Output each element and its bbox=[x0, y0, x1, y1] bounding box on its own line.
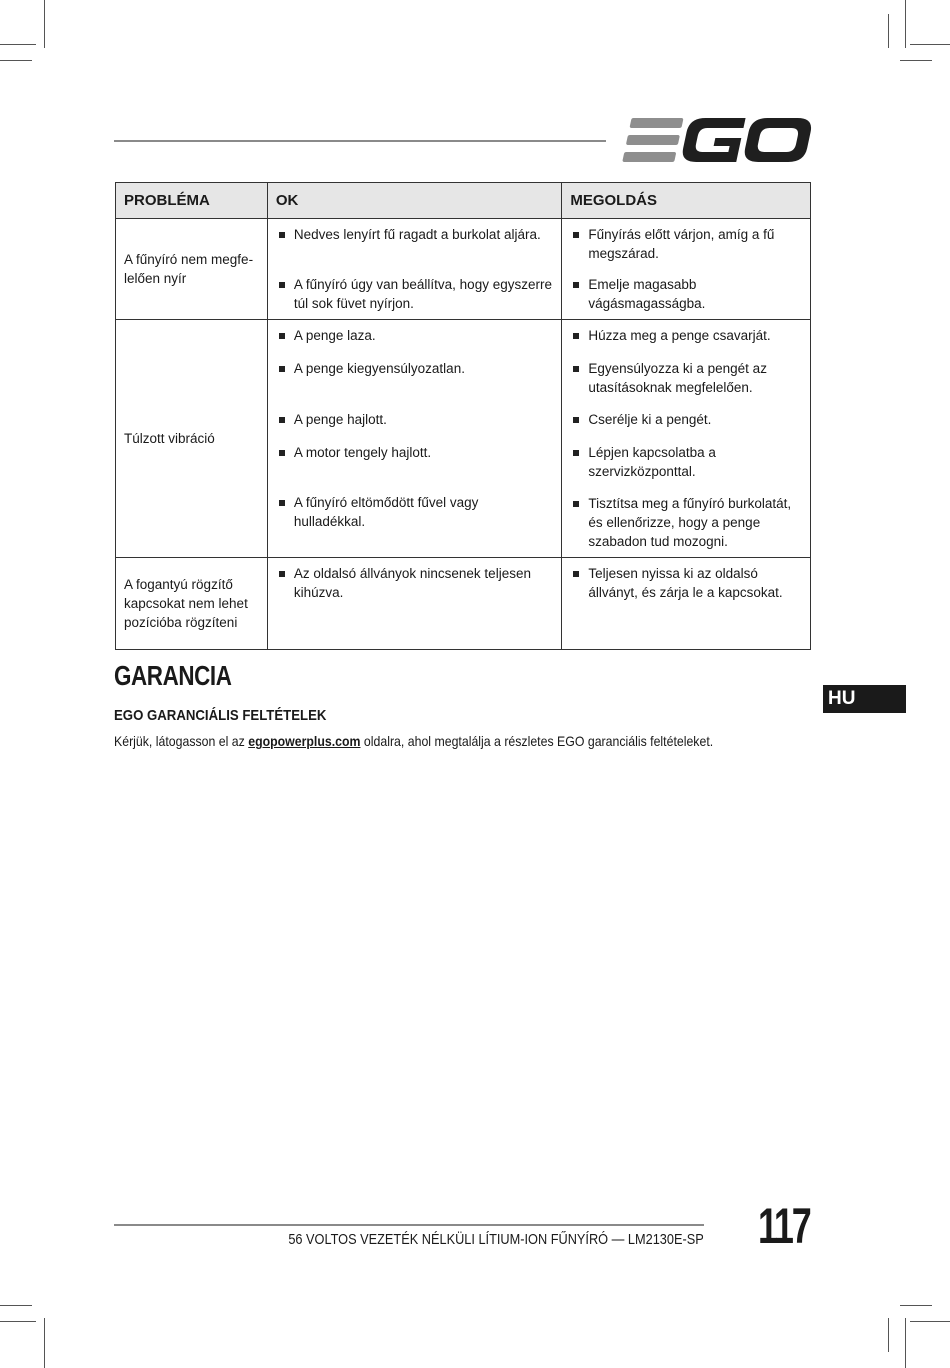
table-row bbox=[116, 558, 811, 650]
solution-item: Lépjen kapcsolatba a szervizközponttal. bbox=[572, 443, 802, 481]
crop-mark bbox=[900, 1305, 932, 1306]
crop-mark bbox=[888, 14, 889, 48]
section-title: GARANCIA bbox=[114, 660, 232, 691]
crop-mark bbox=[44, 0, 45, 48]
crop-mark bbox=[0, 1321, 36, 1322]
cause-cell bbox=[267, 219, 562, 320]
problem-cell: Túlzott vibráció bbox=[116, 320, 268, 558]
cause-item: Nedves lenyírt fű ragadt a burkolat aljára. bbox=[278, 225, 554, 244]
warranty-paragraph bbox=[114, 733, 713, 749]
header-rule bbox=[114, 140, 606, 142]
warranty-link[interactable]: egopowerplus.com bbox=[248, 733, 361, 749]
warranty-text-before: Kérjük, látogasson el az bbox=[114, 733, 249, 749]
problem-text-line: lelően nyír bbox=[124, 271, 187, 286]
cause-cell bbox=[267, 320, 562, 558]
cause-item: A penge hajlott. bbox=[278, 410, 554, 429]
solution-cell bbox=[562, 558, 811, 650]
problem-cell bbox=[116, 219, 268, 320]
cause-item: Az oldalsó állványok nincsenek teljesen kihúzva. bbox=[278, 564, 554, 602]
solution-item: Emelje magasabb vágásmagasságba. bbox=[572, 275, 802, 313]
crop-mark bbox=[905, 0, 906, 48]
solution-item: Húzza meg a penge csavarját. bbox=[572, 326, 802, 345]
crop-mark bbox=[910, 44, 950, 45]
table-row bbox=[116, 219, 811, 320]
solution-item: Cserélje ki a pengét. bbox=[572, 410, 802, 429]
solution-item: Tisztítsa meg a fűnyíró burkolatát, és ellenőrizze, hogy a penge szabadon tud mozogni. bbox=[572, 494, 802, 551]
troubleshooting-table bbox=[115, 182, 811, 650]
crop-mark bbox=[900, 60, 932, 61]
cause-item: A fűnyíró eltömődött fűvel vagy hulladékkal. bbox=[278, 493, 554, 531]
column-header-solution: MEGOLDÁS bbox=[562, 183, 811, 219]
cause-item: A motor tengely hajlott. bbox=[278, 443, 554, 462]
cause-item: A penge kiegyensúlyozatlan. bbox=[278, 359, 554, 378]
crop-mark bbox=[910, 1321, 950, 1322]
crop-mark bbox=[0, 44, 36, 45]
cause-cell bbox=[267, 558, 562, 650]
problem-text-line: A fűnyíró nem megfe- bbox=[124, 252, 254, 267]
crop-mark bbox=[44, 1318, 45, 1368]
crop-mark bbox=[905, 1318, 906, 1368]
table-header-row bbox=[116, 183, 811, 219]
cause-item: A penge laza. bbox=[278, 326, 554, 345]
solution-cell bbox=[562, 219, 811, 320]
column-header-problem: PROBLÉMA bbox=[116, 183, 268, 219]
solution-item: Fűnyírás előtt várjon, amíg a fű megszárad. bbox=[572, 225, 802, 263]
column-header-cause: OK bbox=[267, 183, 562, 219]
solution-item: Egyensúlyozza ki a pengét az utasításoknak megfelelően. bbox=[572, 359, 802, 397]
crop-mark bbox=[0, 60, 32, 61]
footer-rule bbox=[114, 1224, 704, 1226]
page-number: 117 bbox=[758, 1198, 810, 1254]
crop-mark bbox=[0, 1305, 32, 1306]
solution-cell bbox=[562, 320, 811, 558]
footer-product-title: 56 VOLTOS VEZETÉK NÉLKÜLI LÍTIUM-ION FŰNYÍRÓ — LM2130E-SP bbox=[288, 1231, 704, 1248]
language-tab: HU bbox=[823, 685, 906, 713]
ego-logo bbox=[622, 116, 812, 164]
section-subtitle: EGO GARANCIÁLIS FELTÉTELEK bbox=[114, 707, 327, 724]
warranty-text-after: oldalra, ahol megtalálja a részletes EGO garanciális feltételeket. bbox=[360, 733, 714, 749]
table-row bbox=[116, 320, 811, 558]
problem-cell: A fogantyú rögzítő kapcsokat nem lehet pozícióba rögzíteni bbox=[116, 558, 268, 650]
solution-item: Teljesen nyissa ki az oldalsó állványt, és zárja le a kapcsokat. bbox=[572, 564, 802, 602]
cause-item: A fűnyíró úgy van beállítva, hogy egyszerre túl sok füvet nyírjon. bbox=[278, 275, 554, 313]
crop-mark bbox=[888, 1318, 889, 1352]
